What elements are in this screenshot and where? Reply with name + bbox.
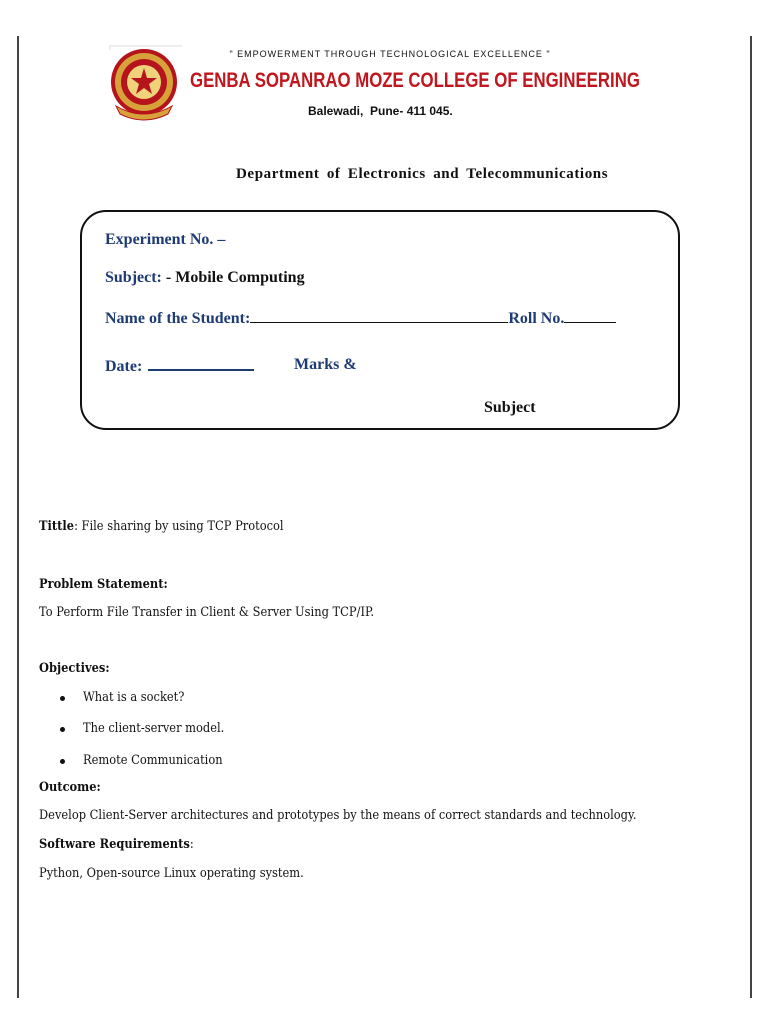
subject-value: - Mobile Computing	[161, 269, 305, 286]
date-blank[interactable]	[148, 356, 254, 371]
title-line	[39, 519, 284, 534]
objective-item: Remote Communication	[83, 753, 223, 768]
subject-row	[105, 269, 305, 287]
student-name-label: Name of the Student:	[105, 310, 251, 327]
bullet-icon	[60, 727, 68, 735]
roll-number-blank[interactable]	[564, 309, 616, 323]
experiment-number-label: Experiment No. –	[105, 231, 226, 248]
subject-sign-label: Subject	[484, 399, 536, 416]
objectives-heading: Objectives:	[39, 661, 110, 676]
college-name: GENBA SOPANRAO MOZE COLLEGE OF ENGINEERING	[190, 69, 640, 92]
software-text: Python, Open-source Linux operating system.	[39, 866, 304, 881]
roll-number-label: Roll No.	[508, 310, 565, 327]
software-heading: Software Requirements	[39, 837, 190, 852]
outcome-text: Develop Client-Server architectures and prototypes by the means of correct standards and technology.	[39, 808, 637, 823]
marks-label: Marks &	[294, 356, 357, 373]
left-margin-rule	[17, 36, 19, 998]
bullet-icon	[60, 696, 68, 704]
student-name-blank[interactable]	[250, 309, 508, 323]
outcome-heading: Outcome:	[39, 780, 101, 795]
software-heading-line	[39, 837, 194, 852]
bullet-icon	[60, 759, 68, 767]
title-label: Tittle	[39, 519, 75, 534]
objective-item: The client-server model.	[83, 721, 225, 736]
college-logo	[102, 44, 186, 124]
date-row	[105, 356, 254, 376]
problem-text: To Perform File Transfer in Client & Server Using TCP/IP.	[39, 605, 375, 620]
date-label: Date:	[105, 358, 143, 375]
problem-heading: Problem Statement:	[39, 577, 168, 592]
software-colon: :	[189, 837, 194, 852]
objective-item: What is a socket?	[83, 690, 185, 705]
subject-label: Subject:	[105, 269, 162, 286]
right-margin-rule	[750, 36, 752, 998]
college-motto: " EMPOWERMENT THROUGH TECHNOLOGICAL EXCELLENCE "	[229, 49, 551, 59]
title-value: : File sharing by using TCP Protocol	[74, 519, 284, 534]
college-address: Balewadi, Pune- 411 045.	[308, 104, 453, 118]
department-title: Department of Electronics and Telecommunications	[236, 166, 609, 182]
student-name-row	[105, 309, 616, 328]
